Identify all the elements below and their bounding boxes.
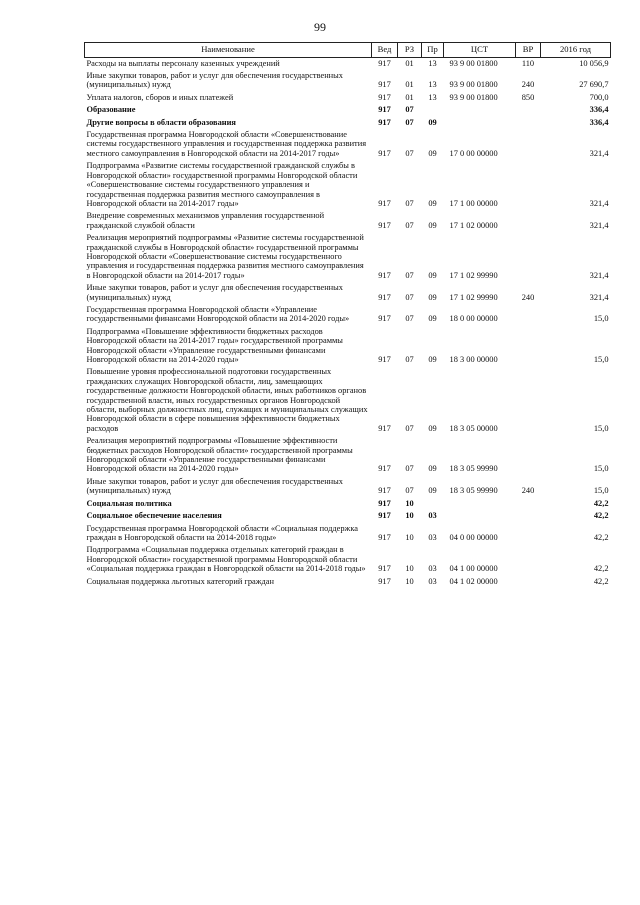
cell-ved: 917 [378,423,391,433]
table-row [85,576,611,588]
cell-vr [516,435,541,476]
cell-rz: 07 [405,220,414,230]
cell-pr: 09 [428,117,437,127]
cell-sum: 42,2 [593,498,609,508]
cell-name: Социальная поддержка льготных категорий граждан [86,576,274,586]
cell-rz: 10 [405,498,414,508]
table-row [85,210,611,232]
cell-cst [444,104,516,116]
cell-rz: 07 [405,198,414,208]
cell-ved: 917 [378,58,391,68]
cell-vr [516,104,541,116]
cell-sum: 42,2 [593,532,609,542]
cell-name: Повышение уровня профессиональной подготовки государственных гражданских служащих Новгородской области, лиц, замещающих государственные должности Новгородской области, иных работников органов государственной власти, иных государственных органов Новгородской области, выборных должностных лиц, служащих и муниципальных служащих Новгородской области в сфере повышения эффективности бюджетных расходов [86,367,368,433]
cell-name: Иные закупки товаров, работ и услуг для обеспечения государственных (муниципальных) нужд [86,476,343,496]
table-row [85,510,611,522]
cell-ved: 917 [378,314,391,324]
cell-pr: 09 [428,355,437,364]
cell-vr [516,326,541,367]
cell-cst: 17 1 02 00000 [449,220,498,230]
cell-pr: 09 [428,198,437,208]
table-row [85,92,611,104]
table-row [85,304,611,326]
cell-rz: 10 [405,511,414,521]
cell-cst: 17 1 02 99990 [449,292,498,302]
cell-rz: 07 [405,486,414,496]
cell-pr: 13 [428,58,437,68]
cell-name: Реализация мероприятий подпрограммы «Повышение эффективности бюджетных расходов Новгородской области» государственной программы Новгородской области «Управление государственными финансами Новгородской области на 2014-2020 годы» [86,436,353,474]
cell-sum: 336,4 [589,105,609,115]
cell-pr: 09 [428,270,437,280]
cell-ved: 917 [378,498,391,508]
cell-name: Государственная программа Новгородской области «Совершенствование системы государственного управления и государственная поддержка развития местного самоуправления в Новгородской области на 2014-2017 годы» [86,130,367,158]
cell-rz: 10 [405,576,414,586]
cell-vr: 240 [521,486,535,496]
cell-sum: 10 056,9 [579,58,609,68]
table-row [85,476,611,498]
cell-sum: 321,4 [589,148,609,158]
cell-pr: 13 [428,80,437,90]
cell-cst: 18 3 05 99990 [449,464,498,474]
table-row [85,129,611,160]
cell-vr: 850 [521,92,535,102]
cell-pr: 03 [428,576,437,586]
cell-ved: 917 [378,511,391,521]
cell-ved: 917 [378,532,391,542]
table-row [85,117,611,129]
cell-ved: 917 [378,292,391,302]
cell-vr [516,304,541,326]
cell-vr [516,498,541,510]
cell-name: Подпрограмма «Повышение эффективности бюджетных расходов Новгородской области на 2014-2017 годы» государственной программы Новгородской области «Управление государственными финансами Новгородской области на 2014-2020 годы» [86,326,343,364]
cell-sum: 15,0 [593,355,609,364]
cell-name: Государственная программа Новгородской области «Управление государственными финансами Новгородской области на 2014-2020 годы» [86,304,350,324]
cell-sum: 321,4 [589,270,609,280]
cell-rz: 07 [405,355,414,364]
cell-sum: 15,0 [593,314,609,324]
cell-sum: 15,0 [593,486,609,496]
table-header-row [85,43,611,58]
cell-pr: 13 [428,92,437,102]
cell-name: Подпрограмма «Развитие системы государственной гражданской службы в Новгородской области» государственной программы Новгородской области «Совершенствование системы государственного управления и государственная поддержка развития местного самоуправления в Новгородской области на 2014-2017 годы» [86,161,358,208]
cell-cst: 93 9 00 01800 [449,80,498,90]
cell-name: Реализация мероприятий подпрограммы «Развитие системы государственной гражданской службы в Новгородской области» государственной программы Новгородской области «Совершенствование системы государственного управления и государственная поддержка развития местного самоуправления в Новгородской области на 2014-2017 годы» [86,233,364,280]
cell-rz: 07 [405,270,414,280]
cell-vr [516,232,541,282]
table-body [85,57,611,588]
cell-cst: 17 1 00 00000 [449,198,498,208]
cell-name: Социальная политика [86,498,172,508]
cell-vr: 240 [521,80,535,90]
cell-vr [516,510,541,522]
cell-cst: 18 3 05 99990 [449,486,498,496]
budget-table [84,42,611,588]
table-row [85,435,611,476]
cell-rz: 07 [405,148,414,158]
cell-cst: 17 0 00 00000 [449,148,498,158]
cell-ved: 917 [378,198,391,208]
cell-sum: 336,4 [589,117,609,127]
cell-sum: 42,2 [593,564,609,574]
cell-vr [516,544,541,575]
cell-ved: 917 [378,576,391,586]
cell-ved: 917 [378,486,391,496]
cell-pr: 09 [428,464,437,474]
cell-cst [444,510,516,522]
cell-pr: 03 [428,511,437,521]
cell-ved: 917 [378,270,391,280]
cell-rz: 10 [405,532,414,542]
table-row [85,57,611,70]
cell-name: Образование [86,105,136,115]
cell-ved: 917 [378,220,391,230]
cell-name: Расходы на выплаты персоналу казенных учреждений [86,58,280,68]
cell-ved: 917 [378,80,391,90]
cell-name: Иные закупки товаров, работ и услуг для обеспечения государственных (муниципальных) нужд [86,71,343,90]
table-row [85,282,611,304]
cell-pr: 09 [428,486,437,496]
table-row [85,498,611,510]
page-number: 99 [314,20,326,34]
header-rz: РЗ [398,43,422,58]
cell-ved: 917 [378,105,391,115]
table-row [85,326,611,367]
cell-cst: 18 3 00 00000 [449,355,498,364]
table-row [85,523,611,545]
cell-rz: 10 [405,564,414,574]
cell-sum: 42,2 [593,576,609,586]
cell-pr: 03 [428,564,437,574]
table-row [85,70,611,92]
cell-sum: 700,0 [589,92,609,102]
cell-ved: 917 [378,464,391,474]
cell-sum: 15,0 [593,464,609,474]
header-ved: Вед [372,43,398,58]
cell-pr: 09 [428,220,437,230]
cell-sum: 321,4 [589,292,609,302]
cell-vr [516,576,541,588]
table-row [85,232,611,282]
cell-vr [516,210,541,232]
cell-pr: 09 [428,314,437,324]
cell-name: Другие вопросы в области образования [86,117,236,127]
cell-cst: 04 1 00 00000 [449,564,498,574]
cell-pr [422,498,444,510]
cell-cst: 04 1 02 00000 [449,576,498,586]
cell-pr: 09 [428,423,437,433]
cell-name: Иные закупки товаров, работ и услуг для обеспечения государственных (муниципальных) нужд [86,283,343,302]
cell-rz: 07 [405,292,414,302]
cell-vr: 110 [521,58,535,68]
cell-vr [516,160,541,210]
cell-name: Уплата налогов, сборов и иных платежей [86,92,234,102]
header-sum: 2016 год [541,43,611,58]
cell-vr [516,129,541,160]
cell-rz: 01 [405,58,414,68]
cell-pr: 03 [428,532,437,542]
cell-cst: 93 9 00 01800 [449,92,498,102]
cell-cst: 18 0 00 00000 [449,314,498,324]
cell-pr: 09 [428,292,437,302]
cell-rz: 01 [405,80,414,90]
header-name: Наименование [85,43,372,58]
cell-cst: 93 9 00 01800 [449,58,498,68]
cell-rz: 07 [405,464,414,474]
cell-name: Государственная программа Новгородской области «Социальная поддержка граждан в Новгородской области на 2014-2018 годы» [86,523,358,542]
cell-cst: 18 3 05 00000 [449,423,498,433]
header-cst: ЦСТ [444,43,516,58]
table-row [85,104,611,116]
table-row [85,366,611,435]
cell-pr [422,104,444,116]
table-row [85,544,611,575]
table-row [85,160,611,210]
header-vr: ВР [516,43,541,58]
cell-vr [516,117,541,129]
cell-name: Социальное обеспечение населения [86,511,222,521]
cell-cst: 17 1 02 99990 [449,270,498,280]
cell-sum: 42,2 [593,511,609,521]
cell-name: Подпрограмма «Социальная поддержка отдельных категорий граждан в Новгородской области» государственной программы Новгородской области «Социальная поддержка граждан в Новгородской области на 2014-2018 годы» [86,545,366,574]
cell-ved: 917 [378,564,391,574]
cell-vr [516,366,541,435]
cell-sum: 15,0 [593,423,609,433]
cell-rz: 07 [405,105,414,115]
cell-sum: 321,4 [589,220,609,230]
cell-rz: 07 [405,117,414,127]
cell-cst: 04 0 00 00000 [449,532,498,542]
cell-name: Внедрение современных механизмов управления государственной гражданской службой области [86,211,325,230]
cell-sum: 27 690,7 [579,80,609,90]
cell-vr [516,523,541,545]
cell-ved: 917 [378,117,391,127]
cell-rz: 07 [405,314,414,324]
cell-rz: 07 [405,423,414,433]
cell-ved: 917 [378,92,391,102]
cell-sum: 321,4 [589,198,609,208]
cell-ved: 917 [378,355,391,364]
cell-pr: 09 [428,148,437,158]
cell-cst [444,117,516,129]
header-pr: Пр [422,43,444,58]
cell-rz: 01 [405,92,414,102]
cell-cst [444,498,516,510]
cell-vr: 240 [521,292,535,302]
cell-ved: 917 [378,148,391,158]
